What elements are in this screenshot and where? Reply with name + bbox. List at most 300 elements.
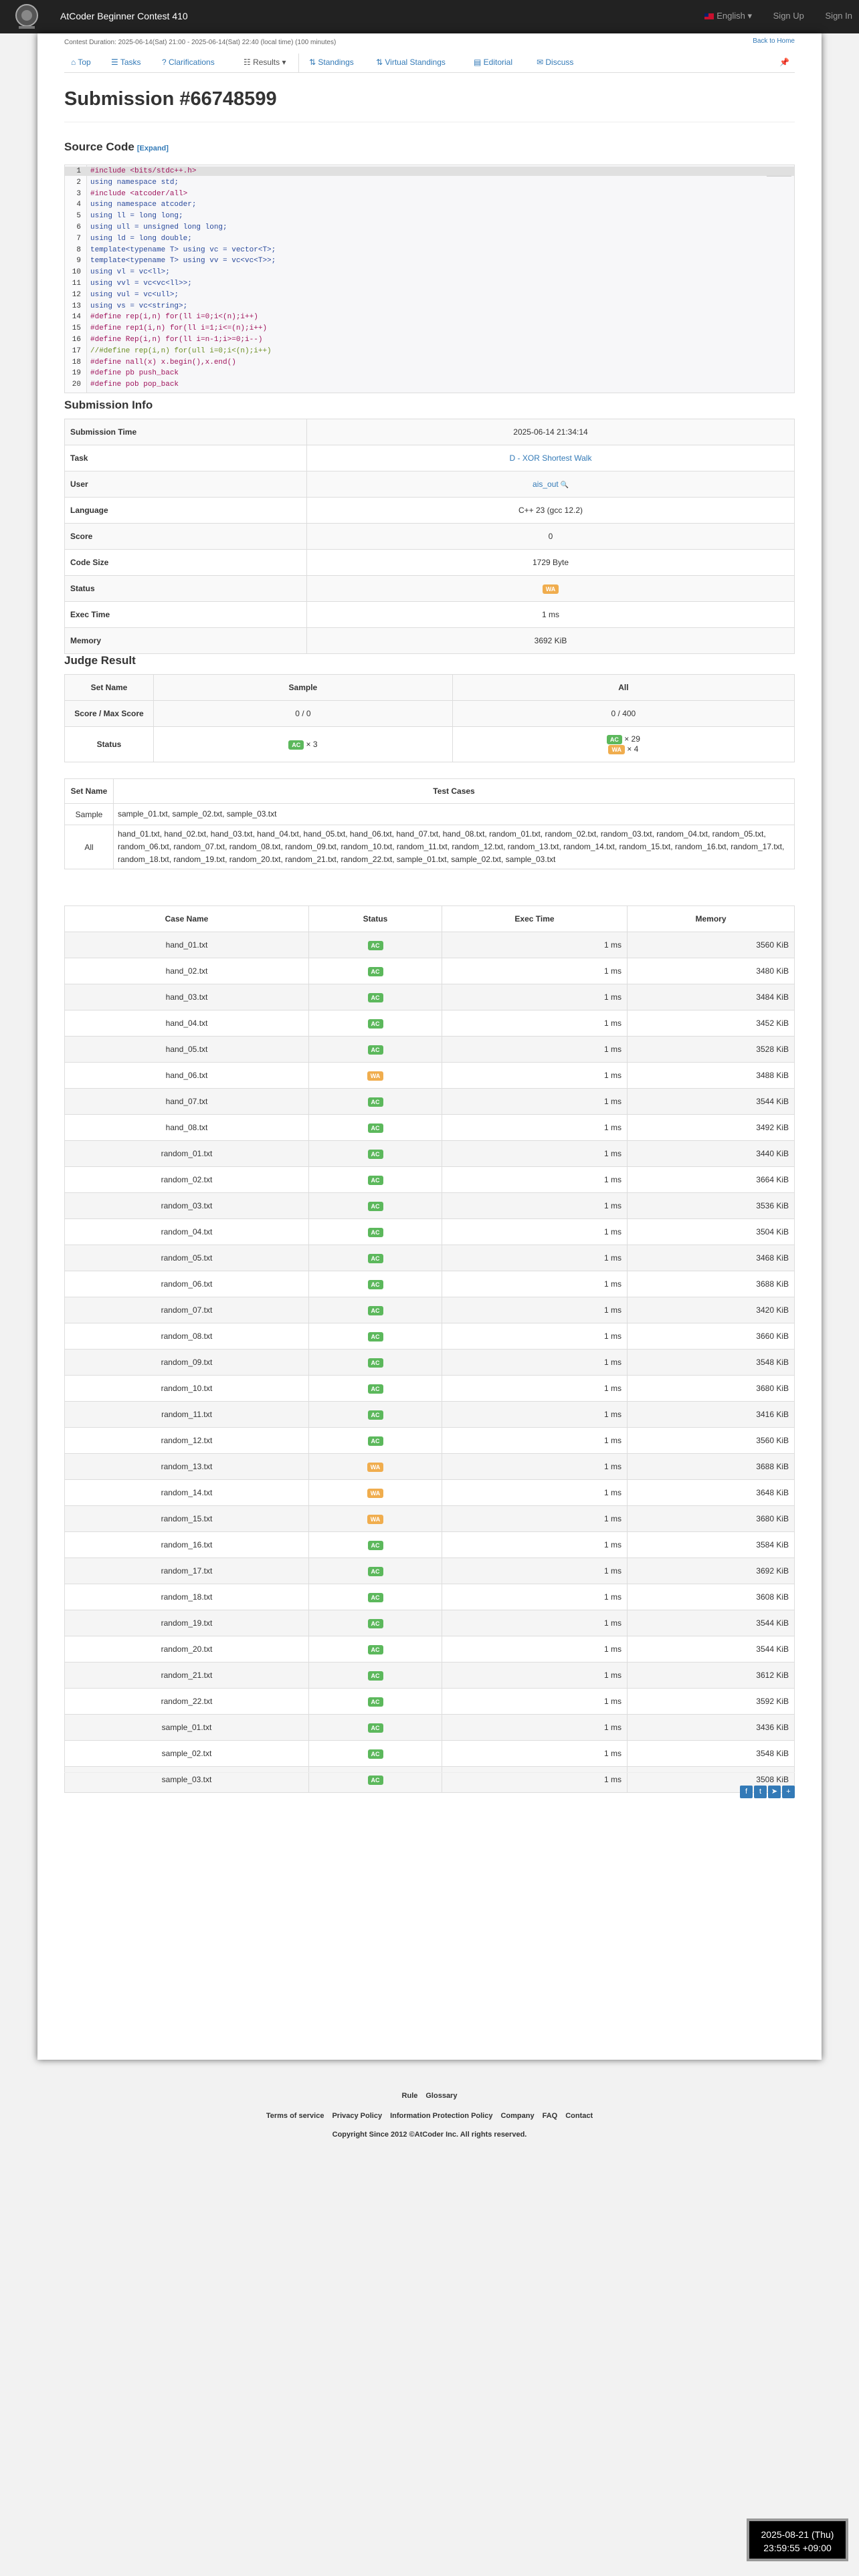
table-row: [65, 1323, 795, 1350]
case-exec-time: 1 ms: [442, 1010, 628, 1037]
status-badge: AC: [368, 1150, 383, 1159]
case-name: random_06.txt: [65, 1271, 309, 1297]
table-row: [65, 1428, 795, 1454]
case-status: [309, 1271, 442, 1297]
info-value-text: 2025-06-14 21:34:14: [513, 427, 588, 437]
footer-link[interactable]: Rule: [401, 2092, 418, 2100]
status-badge: AC: [368, 1593, 383, 1602]
tab-editorial[interactable]: ▤ Editorial: [474, 58, 513, 67]
case-memory: 3688 KiB: [628, 1454, 795, 1480]
case-status: [309, 1219, 442, 1245]
navbar-right: [686, 11, 852, 21]
set-cases: hand_01.txt, hand_02.txt, hand_03.txt, hand_04.txt, hand_05.txt, hand_06.txt, hand_07.txt, hand_08.txt, random_01.txt, random_02.txt, random_03.txt, random_04.txt, random_05.txt, random_06.txt, random_07.txt, random_08.txt, random_09.txt, random_10.txt, random_11.txt, random_12.txt, random_13.txt, random_14.txt, random_15.txt, random_16.txt, random_17.txt, random_18.txt, random_19.txt, random_20.txt, random_21.txt, random_22.txt, sample_01.txt, sample_02.txt, sample_03.txt: [114, 825, 795, 869]
telegram-icon[interactable]: ➤: [768, 1786, 781, 1798]
pin-icon[interactable]: 📌: [779, 58, 789, 67]
case-memory: 3680 KiB: [628, 1376, 795, 1402]
case-status: [309, 1245, 442, 1271]
line-number: 13: [72, 302, 81, 310]
code-text: using vul = vc<ull>;: [90, 290, 179, 299]
case-status: [309, 1741, 442, 1767]
table-row: [65, 1558, 795, 1584]
table-row: [65, 1219, 795, 1245]
case-memory: 3528 KiB: [628, 1037, 795, 1063]
code-line: [65, 368, 794, 378]
case-name: random_18.txt: [65, 1584, 309, 1610]
case-name: random_16.txt: [65, 1532, 309, 1558]
status-badge: AC: [368, 1749, 383, 1759]
status-sample: AC × 3: [154, 727, 453, 762]
line-number: 7: [76, 234, 81, 243]
copyright: Copyright Since 2012 ©AtCoder Inc. All rights reserved.: [332, 2131, 527, 2139]
code-text: #define rep(i,n) for(ll i=0;i<(n);i++): [90, 313, 258, 322]
ac-badge: AC: [288, 740, 304, 750]
case-status: [309, 1167, 442, 1193]
case-name: sample_02.txt: [65, 1741, 309, 1767]
code-line: [65, 178, 794, 187]
book-icon: ▤: [474, 58, 484, 67]
uk-flag-icon: [704, 13, 714, 19]
status-badge: AC: [368, 1045, 383, 1055]
set-name: Sample: [65, 804, 114, 825]
case-name: random_22.txt: [65, 1689, 309, 1715]
info-value-text: C++ 23 (gcc 12.2): [518, 506, 583, 515]
case-status: [309, 1063, 442, 1089]
expand-link[interactable]: [Expand]: [136, 144, 169, 152]
case-memory: 3660 KiB: [628, 1323, 795, 1350]
case-name: hand_01.txt: [65, 932, 309, 958]
list-icon: ☷: [244, 58, 254, 67]
status-badge: AC: [368, 1410, 383, 1420]
case-name: hand_08.txt: [65, 1115, 309, 1141]
code-line: [65, 380, 794, 389]
line-number: 20: [72, 381, 81, 389]
case-memory: 3548 KiB: [628, 1741, 795, 1767]
case-memory: 3664 KiB: [628, 1167, 795, 1193]
status-badge: AC: [368, 1123, 383, 1133]
case-status: [309, 1037, 442, 1063]
case-memory: 3692 KiB: [628, 1558, 795, 1584]
case-exec-time: 1 ms: [442, 1741, 628, 1767]
chevron-down-icon: ▾: [280, 58, 286, 67]
case-exec-time: 1 ms: [442, 1245, 628, 1271]
info-value-text: 1 ms: [541, 610, 559, 619]
table-row: [65, 1376, 795, 1402]
code-line: [65, 200, 794, 209]
info-value: [307, 471, 795, 498]
case-status: [309, 1636, 442, 1662]
case-status: [309, 1689, 442, 1715]
case-exec-time: 1 ms: [442, 1323, 628, 1350]
case-exec-time: 1 ms: [442, 1428, 628, 1454]
code-line: [65, 167, 794, 176]
col-exec-time: Exec Time: [442, 906, 628, 932]
case-status: [309, 984, 442, 1010]
case-status: [309, 1506, 442, 1532]
status-badge: AC: [368, 1202, 383, 1211]
code-line: [65, 290, 794, 300]
score-all: 0 / 400: [452, 701, 794, 727]
case-exec-time: 1 ms: [442, 1402, 628, 1428]
code-text: template<typename T> using vv = vc<vc<T>>;: [90, 257, 276, 265]
case-memory: 3440 KiB: [628, 1141, 795, 1167]
status-label: Status: [65, 727, 154, 762]
submission-info-heading: Submission Info: [64, 399, 153, 411]
case-status: [309, 1662, 442, 1689]
case-memory: 3536 KiB: [628, 1193, 795, 1219]
case-status: [309, 1584, 442, 1610]
footer-link[interactable]: Terms of service: [266, 2112, 324, 2120]
case-exec-time: 1 ms: [442, 1558, 628, 1584]
line-number: 10: [72, 268, 81, 277]
case-exec-time: 1 ms: [442, 1271, 628, 1297]
tab-top[interactable]: ⌂ Top: [71, 58, 91, 67]
line-number: 17: [72, 346, 81, 355]
share-plus-icon[interactable]: +: [782, 1786, 795, 1798]
case-memory: 3436 KiB: [628, 1715, 795, 1741]
info-key: Exec Time: [65, 602, 307, 628]
case-memory: 3420 KiB: [628, 1297, 795, 1323]
status-badge: WA: [367, 1071, 384, 1081]
table-row: [65, 1741, 795, 1767]
table-row: [65, 1715, 795, 1741]
language-switch[interactable]: English ▾: [704, 11, 752, 21]
code-line: [65, 312, 794, 322]
search-icon[interactable]: 🔍: [558, 481, 569, 489]
info-row: [65, 576, 795, 602]
status-badge: AC: [368, 1619, 383, 1628]
info-value-text: 0: [548, 532, 553, 541]
code-line: [65, 324, 794, 333]
table-row: [65, 1167, 795, 1193]
case-name: random_17.txt: [65, 1558, 309, 1584]
case-name: sample_03.txt: [65, 1767, 309, 1793]
case-status: [309, 932, 442, 958]
info-key: Score: [65, 524, 307, 550]
status-badge: AC: [368, 1541, 383, 1550]
footer-link[interactable]: Privacy Policy: [332, 2112, 383, 2120]
case-exec-time: 1 ms: [442, 932, 628, 958]
footer-links-primary: [0, 2092, 859, 2100]
line-number: 2: [76, 178, 81, 187]
code-text: using ull = unsigned long long;: [90, 223, 227, 231]
case-memory: 3416 KiB: [628, 1402, 795, 1428]
case-exec-time: 1 ms: [442, 1089, 628, 1115]
table-row: [65, 1115, 795, 1141]
case-exec-time: 1 ms: [442, 1219, 628, 1245]
case-memory: 3488 KiB: [628, 1063, 795, 1089]
info-key: Task: [65, 445, 307, 471]
case-memory: 3592 KiB: [628, 1689, 795, 1715]
table-row: [65, 1297, 795, 1323]
case-exec-time: 1 ms: [442, 1115, 628, 1141]
case-exec-time: 1 ms: [442, 1610, 628, 1636]
case-memory: 3484 KiB: [628, 984, 795, 1010]
col-set-name: Set Name: [65, 675, 154, 701]
case-results-table: [64, 905, 795, 1793]
case-memory: 3548 KiB: [628, 1350, 795, 1376]
user-link[interactable]: ais_out: [533, 479, 559, 489]
case-status: [309, 1480, 442, 1506]
info-row: [65, 602, 795, 628]
signup-link[interactable]: Sign Up: [773, 11, 804, 21]
source-code-block[interactable]: [64, 165, 795, 393]
col-case-name: Case Name: [65, 906, 309, 932]
status-badge: AC: [368, 1723, 383, 1733]
case-memory: 3560 KiB: [628, 1428, 795, 1454]
status-badge: AC: [368, 1019, 383, 1029]
back-to-home-link[interactable]: Back to Home: [753, 37, 795, 45]
status-badge: AC: [368, 1176, 383, 1185]
wa-badge: WA: [608, 745, 625, 754]
case-exec-time: 1 ms: [442, 1167, 628, 1193]
col-memory: Memory: [628, 906, 795, 932]
signin-link[interactable]: Sign In: [825, 11, 852, 21]
case-memory: 3688 KiB: [628, 1271, 795, 1297]
case-exec-time: 1 ms: [442, 1584, 628, 1610]
code-text: #define rep1(i,n) for(ll i=1;i<=(n);i++): [90, 324, 268, 333]
case-memory: 3452 KiB: [628, 1010, 795, 1037]
case-status: [309, 1532, 442, 1558]
case-name: random_12.txt: [65, 1428, 309, 1454]
footer-links-secondary: [0, 2112, 859, 2120]
tab-discuss[interactable]: ✉ Discuss: [537, 58, 574, 67]
line-number: 8: [76, 245, 81, 254]
score-label: Score / Max Score: [65, 701, 154, 727]
col-sample: Sample: [154, 675, 453, 701]
tab-results[interactable]: ☷ Results ▾: [244, 58, 286, 67]
table-row: [65, 932, 795, 958]
info-key: Memory: [65, 628, 307, 654]
case-memory: 3468 KiB: [628, 1245, 795, 1271]
table-row: [65, 1010, 795, 1037]
case-name: hand_04.txt: [65, 1010, 309, 1037]
status-badge: WA: [543, 584, 559, 594]
case-status: [309, 1715, 442, 1741]
footer-link[interactable]: FAQ: [542, 2112, 558, 2120]
case-name: random_13.txt: [65, 1454, 309, 1480]
table-row: [65, 1402, 795, 1428]
info-value: [307, 550, 795, 576]
code-text: #include <bits/stdc++.h>: [90, 167, 197, 175]
info-key: Code Size: [65, 550, 307, 576]
info-value: [307, 602, 795, 628]
code-line: [65, 256, 794, 265]
task-link[interactable]: D - XOR Shortest Walk: [509, 453, 592, 463]
case-exec-time: 1 ms: [442, 1689, 628, 1715]
contest-duration: Contest Duration: 2025-06-14(Sat) 21:00 - 2025-06-14(Sat) 22:40 (local time) (100 minutes): [64, 39, 337, 46]
case-name: random_08.txt: [65, 1323, 309, 1350]
code-text: using namespace std;: [90, 178, 179, 187]
case-name: hand_06.txt: [65, 1063, 309, 1089]
status-badge: AC: [368, 1645, 383, 1654]
info-value: [307, 628, 795, 654]
clock-date: 2025-08-21 (Thu): [761, 2529, 834, 2540]
status-badge: AC: [368, 967, 383, 976]
info-value: [307, 524, 795, 550]
table-row: [65, 984, 795, 1010]
case-memory: 3480 KiB: [628, 958, 795, 984]
code-text: #include <atcoder/all>: [90, 189, 188, 198]
table-row: [65, 1636, 795, 1662]
case-name: random_11.txt: [65, 1402, 309, 1428]
case-exec-time: 1 ms: [442, 984, 628, 1010]
score-sample: 0 / 0: [154, 701, 453, 727]
case-status: [309, 1115, 442, 1141]
case-name: random_05.txt: [65, 1245, 309, 1271]
case-exec-time: 1 ms: [442, 1063, 628, 1089]
table-row: [65, 1767, 795, 1793]
case-exec-time: 1 ms: [442, 1454, 628, 1480]
tab-clarifications[interactable]: ? Clarifications: [162, 58, 215, 67]
tab-standings[interactable]: ⇅ Standings: [309, 58, 354, 67]
question-icon: ?: [162, 58, 169, 67]
facebook-icon[interactable]: f: [740, 1786, 753, 1798]
case-memory: 3544 KiB: [628, 1636, 795, 1662]
case-exec-time: 1 ms: [442, 958, 628, 984]
case-status: [309, 1010, 442, 1037]
case-memory: 3544 KiB: [628, 1089, 795, 1115]
line-number: 14: [72, 313, 81, 322]
twitter-icon[interactable]: t: [754, 1786, 767, 1798]
case-memory: 3648 KiB: [628, 1480, 795, 1506]
table-row: [65, 1037, 795, 1063]
case-status: [309, 1141, 442, 1167]
line-number: 19: [72, 369, 81, 378]
table-row: [65, 1532, 795, 1558]
table-row: [65, 1454, 795, 1480]
footer-link[interactable]: Information Protection Policy: [390, 2112, 493, 2120]
table-row: [65, 1089, 795, 1115]
status-badge: AC: [368, 941, 383, 950]
case-exec-time: 1 ms: [442, 1480, 628, 1506]
case-exec-time: 1 ms: [442, 1141, 628, 1167]
case-status: [309, 1767, 442, 1793]
status-badge: AC: [368, 1332, 383, 1341]
table-row: [65, 1271, 795, 1297]
case-exec-time: 1 ms: [442, 1037, 628, 1063]
code-line: [65, 245, 794, 255]
info-row: [65, 550, 795, 576]
contest-title[interactable]: AtCoder Beginner Contest 410: [60, 11, 188, 21]
info-key: User: [65, 471, 307, 498]
info-value: [307, 445, 795, 471]
case-memory: 3612 KiB: [628, 1662, 795, 1689]
tab-tasks[interactable]: ☰ Tasks: [111, 58, 141, 67]
case-name: hand_05.txt: [65, 1037, 309, 1063]
case-exec-time: 1 ms: [442, 1532, 628, 1558]
status-badge: AC: [368, 1097, 383, 1107]
table-row: [65, 1193, 795, 1219]
info-key: Language: [65, 498, 307, 524]
atcoder-logo[interactable]: [5, 2, 48, 31]
code-text: using vs = vc<string>;: [90, 302, 188, 310]
line-number: 6: [76, 223, 81, 231]
case-status: [309, 1297, 442, 1323]
code-line: [65, 211, 794, 221]
code-line: [65, 358, 794, 367]
line-number: 1: [76, 167, 81, 175]
col-all: All: [452, 675, 794, 701]
case-name: random_04.txt: [65, 1219, 309, 1245]
footer-link[interactable]: Glossary: [425, 2092, 458, 2100]
code-text: using ll = long long;: [90, 212, 183, 221]
page-title: Submission #66748599: [64, 88, 277, 110]
info-key: Status: [65, 576, 307, 602]
tasks-icon: ☰: [111, 58, 120, 67]
status-badge: WA: [367, 1463, 384, 1472]
line-number: 5: [76, 212, 81, 221]
code-text: template<typename T> using vc = vector<T>;: [90, 245, 276, 254]
info-value: [307, 576, 795, 602]
code-line: [65, 279, 794, 288]
main-container: [37, 33, 822, 2060]
case-memory: 3584 KiB: [628, 1532, 795, 1558]
code-line: [65, 189, 794, 199]
table-row: [65, 1350, 795, 1376]
code-line: [65, 267, 794, 277]
status-badge: AC: [368, 1384, 383, 1394]
status-all: AC × 29 WA × 4: [452, 727, 794, 762]
case-status: [309, 1558, 442, 1584]
case-exec-time: 1 ms: [442, 1506, 628, 1532]
code-text: //#define rep(i,n) for(ull i=0;i<(n);i++): [90, 346, 272, 355]
info-key: Submission Time: [65, 419, 307, 445]
col-status: Status: [309, 906, 442, 932]
case-status: [309, 1428, 442, 1454]
case-exec-time: 1 ms: [442, 1715, 628, 1741]
case-exec-time: 1 ms: [442, 1767, 628, 1793]
info-row: [65, 498, 795, 524]
clock-time: 23:59:55 +09:00: [763, 2543, 832, 2553]
top-navbar: [0, 0, 859, 33]
table-row: [65, 1063, 795, 1089]
footer-link[interactable]: Company: [500, 2112, 535, 2120]
case-status: [309, 1454, 442, 1480]
comment-icon: ✉: [537, 58, 546, 67]
case-memory: 3680 KiB: [628, 1506, 795, 1532]
case-name: random_15.txt: [65, 1506, 309, 1532]
line-number: 9: [76, 257, 81, 265]
table-row: [65, 1245, 795, 1271]
source-code-heading: Source Code [Expand]: [64, 140, 169, 153]
case-status: [309, 1323, 442, 1350]
case-name: random_01.txt: [65, 1141, 309, 1167]
set-name: All: [65, 825, 114, 869]
info-row: [65, 419, 795, 445]
ac-badge: AC: [607, 735, 622, 744]
status-badge: AC: [368, 1697, 383, 1707]
code-line: [65, 223, 794, 232]
case-status: [309, 958, 442, 984]
col-test-cases: Test Cases: [114, 779, 795, 804]
line-number: 18: [72, 358, 81, 366]
info-value-text: 1729 Byte: [532, 558, 569, 567]
case-status: [309, 1610, 442, 1636]
line-number: 16: [72, 336, 81, 344]
table-row: [65, 1662, 795, 1689]
tab-virtual-standings[interactable]: ⇅ Virtual Standings: [376, 58, 446, 67]
footer-link[interactable]: Contact: [565, 2112, 593, 2120]
info-value: [307, 498, 795, 524]
code-text: using vvl = vc<vc<ll>>;: [90, 280, 192, 288]
status-badge: AC: [368, 1280, 383, 1289]
case-name: random_03.txt: [65, 1193, 309, 1219]
info-row: [65, 471, 795, 498]
case-name: hand_03.txt: [65, 984, 309, 1010]
code-text: #define pob pop_back: [90, 381, 179, 389]
judge-result-heading: Judge Result: [64, 654, 136, 667]
case-name: random_07.txt: [65, 1297, 309, 1323]
